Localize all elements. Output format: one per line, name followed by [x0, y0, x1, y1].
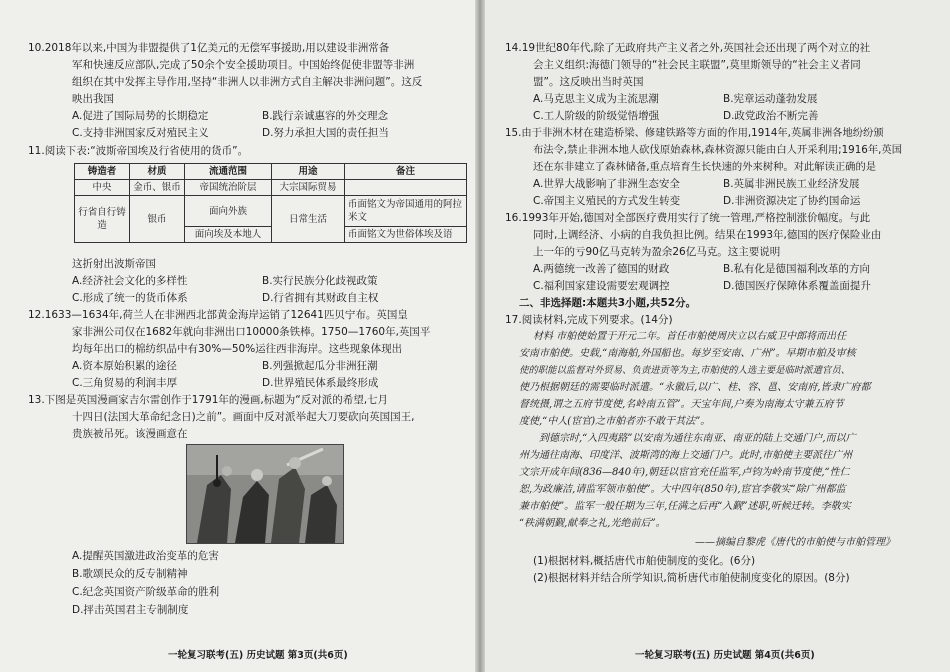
q12-line: 家非洲公司仅在1682年就向非洲出口10000条铁棒。1750—1760年,英国平: [72, 326, 431, 338]
q10-option-c[interactable]: C.支持非洲国家反对殖民主义: [72, 127, 209, 139]
q13-option-b[interactable]: B.歌颂民众的反专制精神: [72, 568, 188, 580]
q10-line: 映出我国: [72, 93, 114, 105]
table-cell: 行省自行铸造: [75, 196, 130, 243]
q15-option-d[interactable]: D.非洲资源决定了协约国命运: [723, 195, 861, 207]
q15-option-c[interactable]: C.帝国主义殖民的方式发生转变: [533, 195, 681, 207]
material-line: 到德宗时,“入四夷路”以安南为通往东南亚、南亚的陆上交通门户,而以广: [539, 433, 856, 444]
q15-option-b[interactable]: B.英属非洲民族工业经济发展: [723, 178, 860, 190]
material-line: “秩满朝觐,献奉之礼,光绝前后”。: [519, 518, 666, 529]
q13-option-d[interactable]: D.抨击英国君主专制制度: [72, 604, 189, 616]
cartoon-illustration: [187, 445, 343, 543]
table-cell: 币面铭文为帝国通用的阿拉米文: [345, 196, 467, 227]
q11-option-a[interactable]: A.经济社会文化的多样性: [72, 275, 188, 287]
table-cell: 银币: [130, 196, 185, 243]
q11-option-b[interactable]: B.实行民族分化歧视政策: [262, 275, 378, 287]
table-cell: 面向埃及本地人: [185, 227, 272, 243]
q17-stem: 17.阅读材料,完成下列要求。(14分): [505, 314, 673, 326]
table-cell: 面向外族: [185, 196, 272, 227]
q15-line: 布法令,禁止非洲本地人砍伐原始森林,森林资源只能由白人开采利用;1916年,英国: [533, 144, 902, 156]
material-line: 安南市舶使。史载,“南海舶,外国船也。每岁至安南、广州”。早期市舶及审核: [519, 348, 856, 359]
material-line: 州为通往南海、印度洋、波斯湾的海上交通门户。此时,市舶使主要派往广州: [519, 450, 853, 461]
q12-line: 12.1633—1634年,荷兰人在非洲西北部黄金海岸运销了12641匹贝宁布。英国皇: [28, 309, 408, 321]
q12-option-c[interactable]: C.三角贸易的利润丰厚: [72, 377, 178, 389]
q12-option-a[interactable]: A.资本原始积累的途径: [72, 360, 177, 372]
table-header: 备注: [345, 164, 467, 180]
material-line: 使的职能以监督对外贸易、负责进贡等为主,市舶使的人选主要是临时派遣官员、: [519, 365, 851, 376]
page-footer: 一轮复习联考(五) 历史试题 第3页(共6页): [168, 649, 348, 661]
q17-task-2: (2)根据材料并结合所学知识,简析唐代市舶使制度变化的原因。(8分): [533, 572, 850, 584]
q10-option-d[interactable]: D.努力承担大国的责任担当: [262, 127, 389, 139]
q11-option-c[interactable]: C.形成了统一的货币体系: [72, 292, 188, 304]
q13-line: 13.下图是英国漫画家吉尔雷创作于1791年的漫画,标题为“反对派的希望,七月: [28, 394, 389, 406]
q14-line: 14.19世纪80年代,除了无政府共产主义者之外,英国社会还出现了两个对立的社: [505, 42, 871, 54]
material-line: 度使,“中人(宦官)之市舶者亦不敢干其法”。: [519, 416, 711, 427]
q16-option-a[interactable]: A.两德统一改善了德国的财政: [533, 263, 670, 275]
q13-line: 十四日(法国大革命纪念日)之前”。画面中反对派举起大刀要砍向英国国王,: [72, 411, 415, 423]
q14-option-a[interactable]: A.马克思主义成为主流思潮: [533, 93, 659, 105]
q16-option-b[interactable]: B.私有化是德国福利改革的方向: [723, 263, 871, 275]
q12-option-b[interactable]: B.列强掀起瓜分非洲狂潮: [262, 360, 378, 372]
q16-line: 16.1993年开始,德国对全部医疗费用实行了统一管理,严格控制涨价幅度。与此: [505, 212, 871, 224]
table-header: 铸造者: [75, 164, 130, 180]
material-source: ——摘编自黎虎《唐代的市舶使与市舶管理》: [695, 537, 895, 548]
q10-line: 10.2018年以来,中国为非盟提供了1亿美元的无偿军事援助,用以建设非洲常备: [28, 42, 390, 54]
cartoon-image: [186, 444, 344, 544]
q13-option-c[interactable]: C.纪念英国资产阶级革命的胜利: [72, 586, 220, 598]
q15-line: 还在东非建立了森林储备,重点培育生长快速的外来树种。对此解读正确的是: [533, 161, 877, 173]
q16-line: 同时,上调经济、小病的自我负担比例。结果在1993年,德国的医疗保险业由: [533, 229, 882, 241]
q15-line: 15.由于非洲木材在建造桥梁、修建铁路等方面的作用,1914年,英属非洲各地纷纷颁: [505, 127, 884, 139]
table-cell: 大宗国际贸易: [272, 180, 345, 196]
material-line: 材料 市舶使始置于开元二年。首任市舶使周庆立以右威卫中郎将而出任: [533, 331, 847, 342]
q12-line: 均每年出口的棉纺织品中有30%—50%运往西非海岸。这些现象体现出: [72, 343, 403, 355]
q11-question: 这折射出波斯帝国: [72, 258, 156, 270]
q14-option-b[interactable]: B.宪章运动蓬勃发展: [723, 93, 818, 105]
material-line: 兼市舶使”。监军一般任期为三年,任满之后再“入觐”述职,听候迁转。李敬实: [519, 501, 851, 512]
table-cell: 日常生活: [272, 196, 345, 243]
table-cell: 中央: [75, 180, 130, 196]
q10-option-a[interactable]: A.促进了国际局势的长期稳定: [72, 110, 209, 122]
coin-table: [74, 163, 467, 243]
right-page: [485, 0, 950, 672]
section-title: 二、非选择题:本题共3小题,共52分。: [519, 297, 697, 309]
page-footer: 一轮复习联考(五) 历史试题 第4页(共6页): [635, 649, 815, 661]
material-line: 文宗开成年间(836—840年),朝廷以宦官充任监军,卢钧为岭南节度使,“性仁: [519, 467, 850, 478]
q16-line: 上一年的亏90亿马克转为盈余26亿马克。这主要说明: [533, 246, 781, 258]
table-cell: 币面铭文为世俗体埃及语: [345, 227, 467, 243]
q16-option-d[interactable]: D.德国医疗保障体系覆盖面提升: [723, 280, 871, 292]
q14-line: 盟”。这反映出当时英国: [533, 76, 644, 88]
q10-option-b[interactable]: B.践行亲诚惠容的外交理念: [262, 110, 389, 122]
material-line: 督统摄,谓之五府节度使,名岭南五管”。天宝年间,户奏为南海太守兼五府节: [519, 399, 844, 410]
q17-task-1: (1)根据材料,概括唐代市舶使制度的变化。(6分): [533, 555, 756, 567]
book-spine: [475, 0, 485, 672]
material-line: 使乃根据朝廷的需要临时派遣。“永徽后,以广、桂、容、邕、安南府,皆隶广府都: [519, 382, 871, 393]
q13-line: 贵族被吊死。该漫画意在: [72, 428, 188, 440]
table-header: 材质: [130, 164, 185, 180]
q16-option-c[interactable]: C.福利国家建设需要宏观调控: [533, 280, 670, 292]
table-header: 流通范围: [185, 164, 272, 180]
q14-line: 会主义组织:海德门领导的“社会民主联盟”,莫里斯领导的“社会主义者同: [533, 59, 861, 71]
q11-stem: 11.阅读下表:“波斯帝国埃及行省使用的货币”。: [28, 145, 249, 157]
table-cell: [345, 180, 467, 196]
q15-option-a[interactable]: A.世界大战影响了非洲生态安全: [533, 178, 680, 190]
table-cell: 帝国统治阶层: [185, 180, 272, 196]
q10-line: 军和快速反应部队,完成了50余个安全援助项目。中国始终促使非盟等非洲: [72, 59, 415, 71]
q10-line: 组织在其中发挥主导作用,坚持“非洲人以非洲方式自主解决非洲问题”。这反: [72, 76, 423, 88]
q13-option-a[interactable]: A.提醒英国激进政治变革的危害: [72, 550, 219, 562]
table-header: 用途: [272, 164, 345, 180]
q11-option-d[interactable]: D.行省拥有其财政自主权: [262, 292, 379, 304]
q14-option-d[interactable]: D.政党政治不断完善: [723, 110, 819, 122]
q12-option-d[interactable]: D.世界殖民体系最终形成: [262, 377, 379, 389]
q14-option-c[interactable]: C.工人阶级的阶级觉悟增强: [533, 110, 660, 122]
material-line: 恕,为政廉洁,请监军领市舶使”。大中四年(850年),宦官李敬实“除广州都监: [519, 484, 846, 495]
table-cell: 金币、银币: [130, 180, 185, 196]
